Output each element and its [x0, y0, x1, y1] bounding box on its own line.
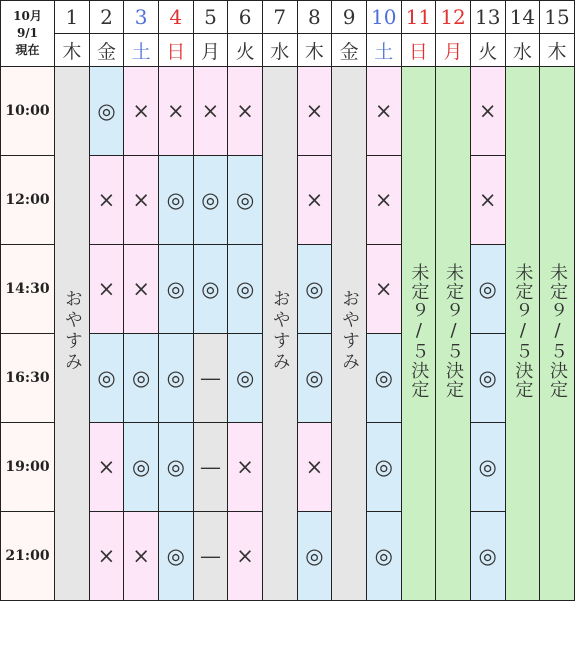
weekday-cell: 月 — [436, 34, 471, 67]
weekday-cell: 木 — [540, 34, 575, 67]
date-cell: 10 — [366, 1, 401, 34]
date-cell: 7 — [262, 1, 297, 34]
availability-cell[interactable]: × — [228, 67, 263, 156]
date-cell: 15 — [540, 1, 575, 34]
availability-cell[interactable]: — — [193, 334, 228, 423]
as-of-note-line3: 現在 — [15, 43, 40, 57]
availability-cell[interactable]: × — [89, 423, 124, 512]
date-cell: 6 — [228, 1, 263, 34]
date-cell: 3 — [124, 1, 159, 34]
availability-cell[interactable]: ◎ — [297, 245, 332, 334]
date-cell: 8 — [297, 1, 332, 34]
weekday-cell: 金 — [89, 34, 124, 67]
closed-day-cell — [332, 67, 367, 601]
availability-cell[interactable]: ◎ — [158, 156, 193, 245]
weekday-cell: 火 — [228, 34, 263, 67]
pending-day-cell — [436, 67, 471, 601]
date-cell: 11 — [401, 1, 436, 34]
weekday-cell: 月 — [193, 34, 228, 67]
date-cell: 12 — [436, 1, 471, 34]
availability-cell[interactable]: ◎ — [124, 423, 159, 512]
closed-label: おやすみ — [269, 289, 291, 373]
availability-cell[interactable]: ◎ — [89, 67, 124, 156]
availability-cell[interactable]: × — [366, 245, 401, 334]
availability-cell[interactable]: ◎ — [228, 334, 263, 423]
availability-cell[interactable]: × — [297, 156, 332, 245]
pending-day-cell — [540, 67, 575, 601]
availability-cell[interactable]: × — [366, 156, 401, 245]
availability-cell[interactable]: × — [158, 67, 193, 156]
date-cell: 13 — [470, 1, 505, 34]
closed-day-cell — [55, 67, 90, 601]
availability-cell[interactable]: ◎ — [158, 423, 193, 512]
availability-cell[interactable]: — — [193, 423, 228, 512]
time-slot-row — [1, 67, 575, 156]
weekday-cell: 土 — [124, 34, 159, 67]
time-label: 19:00 — [1, 423, 55, 512]
availability-cell[interactable]: × — [470, 67, 505, 156]
availability-cell[interactable]: ◎ — [470, 423, 505, 512]
date-cell: 4 — [158, 1, 193, 34]
weekday-cell: 金 — [332, 34, 367, 67]
pending-day-cell — [401, 67, 436, 601]
availability-cell[interactable]: × — [297, 423, 332, 512]
availability-cell[interactable]: × — [124, 156, 159, 245]
availability-cell[interactable]: × — [124, 512, 159, 601]
availability-cell[interactable]: ◎ — [470, 512, 505, 601]
availability-cell[interactable]: × — [124, 67, 159, 156]
availability-cell[interactable]: × — [366, 67, 401, 156]
closed-day-cell — [262, 67, 297, 601]
weekday-cell: 木 — [55, 34, 90, 67]
availability-cell[interactable]: ◎ — [193, 156, 228, 245]
date-cell: 5 — [193, 1, 228, 34]
weekday-cell: 木 — [297, 34, 332, 67]
availability-cell[interactable]: ◎ — [158, 245, 193, 334]
availability-cell[interactable]: × — [124, 245, 159, 334]
availability-cell[interactable]: ◎ — [228, 245, 263, 334]
date-header-row — [1, 1, 575, 34]
date-cell: 9 — [332, 1, 367, 34]
availability-cell[interactable]: ◎ — [297, 512, 332, 601]
time-label: 21:00 — [1, 512, 55, 601]
date-cell: 2 — [89, 1, 124, 34]
pending-label: 未定９/５決定 — [547, 263, 569, 399]
availability-cell[interactable]: ◎ — [89, 334, 124, 423]
availability-cell[interactable]: ◎ — [366, 334, 401, 423]
weekday-cell: 日 — [401, 34, 436, 67]
closed-label: おやすみ — [61, 289, 83, 373]
schedule-body — [1, 1, 575, 601]
time-label: 12:00 — [1, 156, 55, 245]
availability-cell[interactable]: ◎ — [470, 245, 505, 334]
weekday-cell: 水 — [505, 34, 540, 67]
as-of-note-line1: 10月 — [13, 9, 42, 23]
availability-cell[interactable]: ◎ — [193, 245, 228, 334]
availability-cell[interactable]: ◎ — [297, 334, 332, 423]
availability-cell[interactable]: ◎ — [228, 156, 263, 245]
availability-cell[interactable]: ◎ — [470, 334, 505, 423]
availability-cell[interactable]: × — [470, 156, 505, 245]
availability-cell[interactable]: ◎ — [158, 334, 193, 423]
availability-cell[interactable]: × — [228, 512, 263, 601]
availability-cell[interactable]: × — [89, 512, 124, 601]
as-of-note-line2: 9/1 — [16, 26, 39, 40]
availability-cell[interactable]: × — [228, 423, 263, 512]
as-of-note — [1, 1, 55, 67]
time-label: 10:00 — [1, 67, 55, 156]
availability-cell[interactable]: ◎ — [158, 512, 193, 601]
availability-cell[interactable]: — — [193, 512, 228, 601]
availability-cell[interactable]: ◎ — [124, 334, 159, 423]
weekday-cell: 日 — [158, 34, 193, 67]
weekday-cell: 土 — [366, 34, 401, 67]
availability-cell[interactable]: × — [297, 67, 332, 156]
pending-label: 未定９/５決定 — [443, 263, 465, 399]
pending-day-cell — [505, 67, 540, 601]
time-label: 14:30 — [1, 245, 55, 334]
weekday-cell: 火 — [470, 34, 505, 67]
time-label: 16:30 — [1, 334, 55, 423]
closed-label: おやすみ — [339, 289, 361, 373]
pending-label: 未定９/５決定 — [512, 263, 534, 399]
weekday-header-row — [1, 34, 575, 67]
weekday-cell: 水 — [262, 34, 297, 67]
availability-cell[interactable]: × — [89, 156, 124, 245]
date-cell: 1 — [55, 1, 90, 34]
availability-cell[interactable]: × — [193, 67, 228, 156]
pending-label: 未定９/５決定 — [408, 263, 430, 399]
availability-cell[interactable]: × — [89, 245, 124, 334]
date-cell: 14 — [505, 1, 540, 34]
availability-cell[interactable]: ◎ — [366, 423, 401, 512]
availability-cell[interactable]: ◎ — [366, 512, 401, 601]
